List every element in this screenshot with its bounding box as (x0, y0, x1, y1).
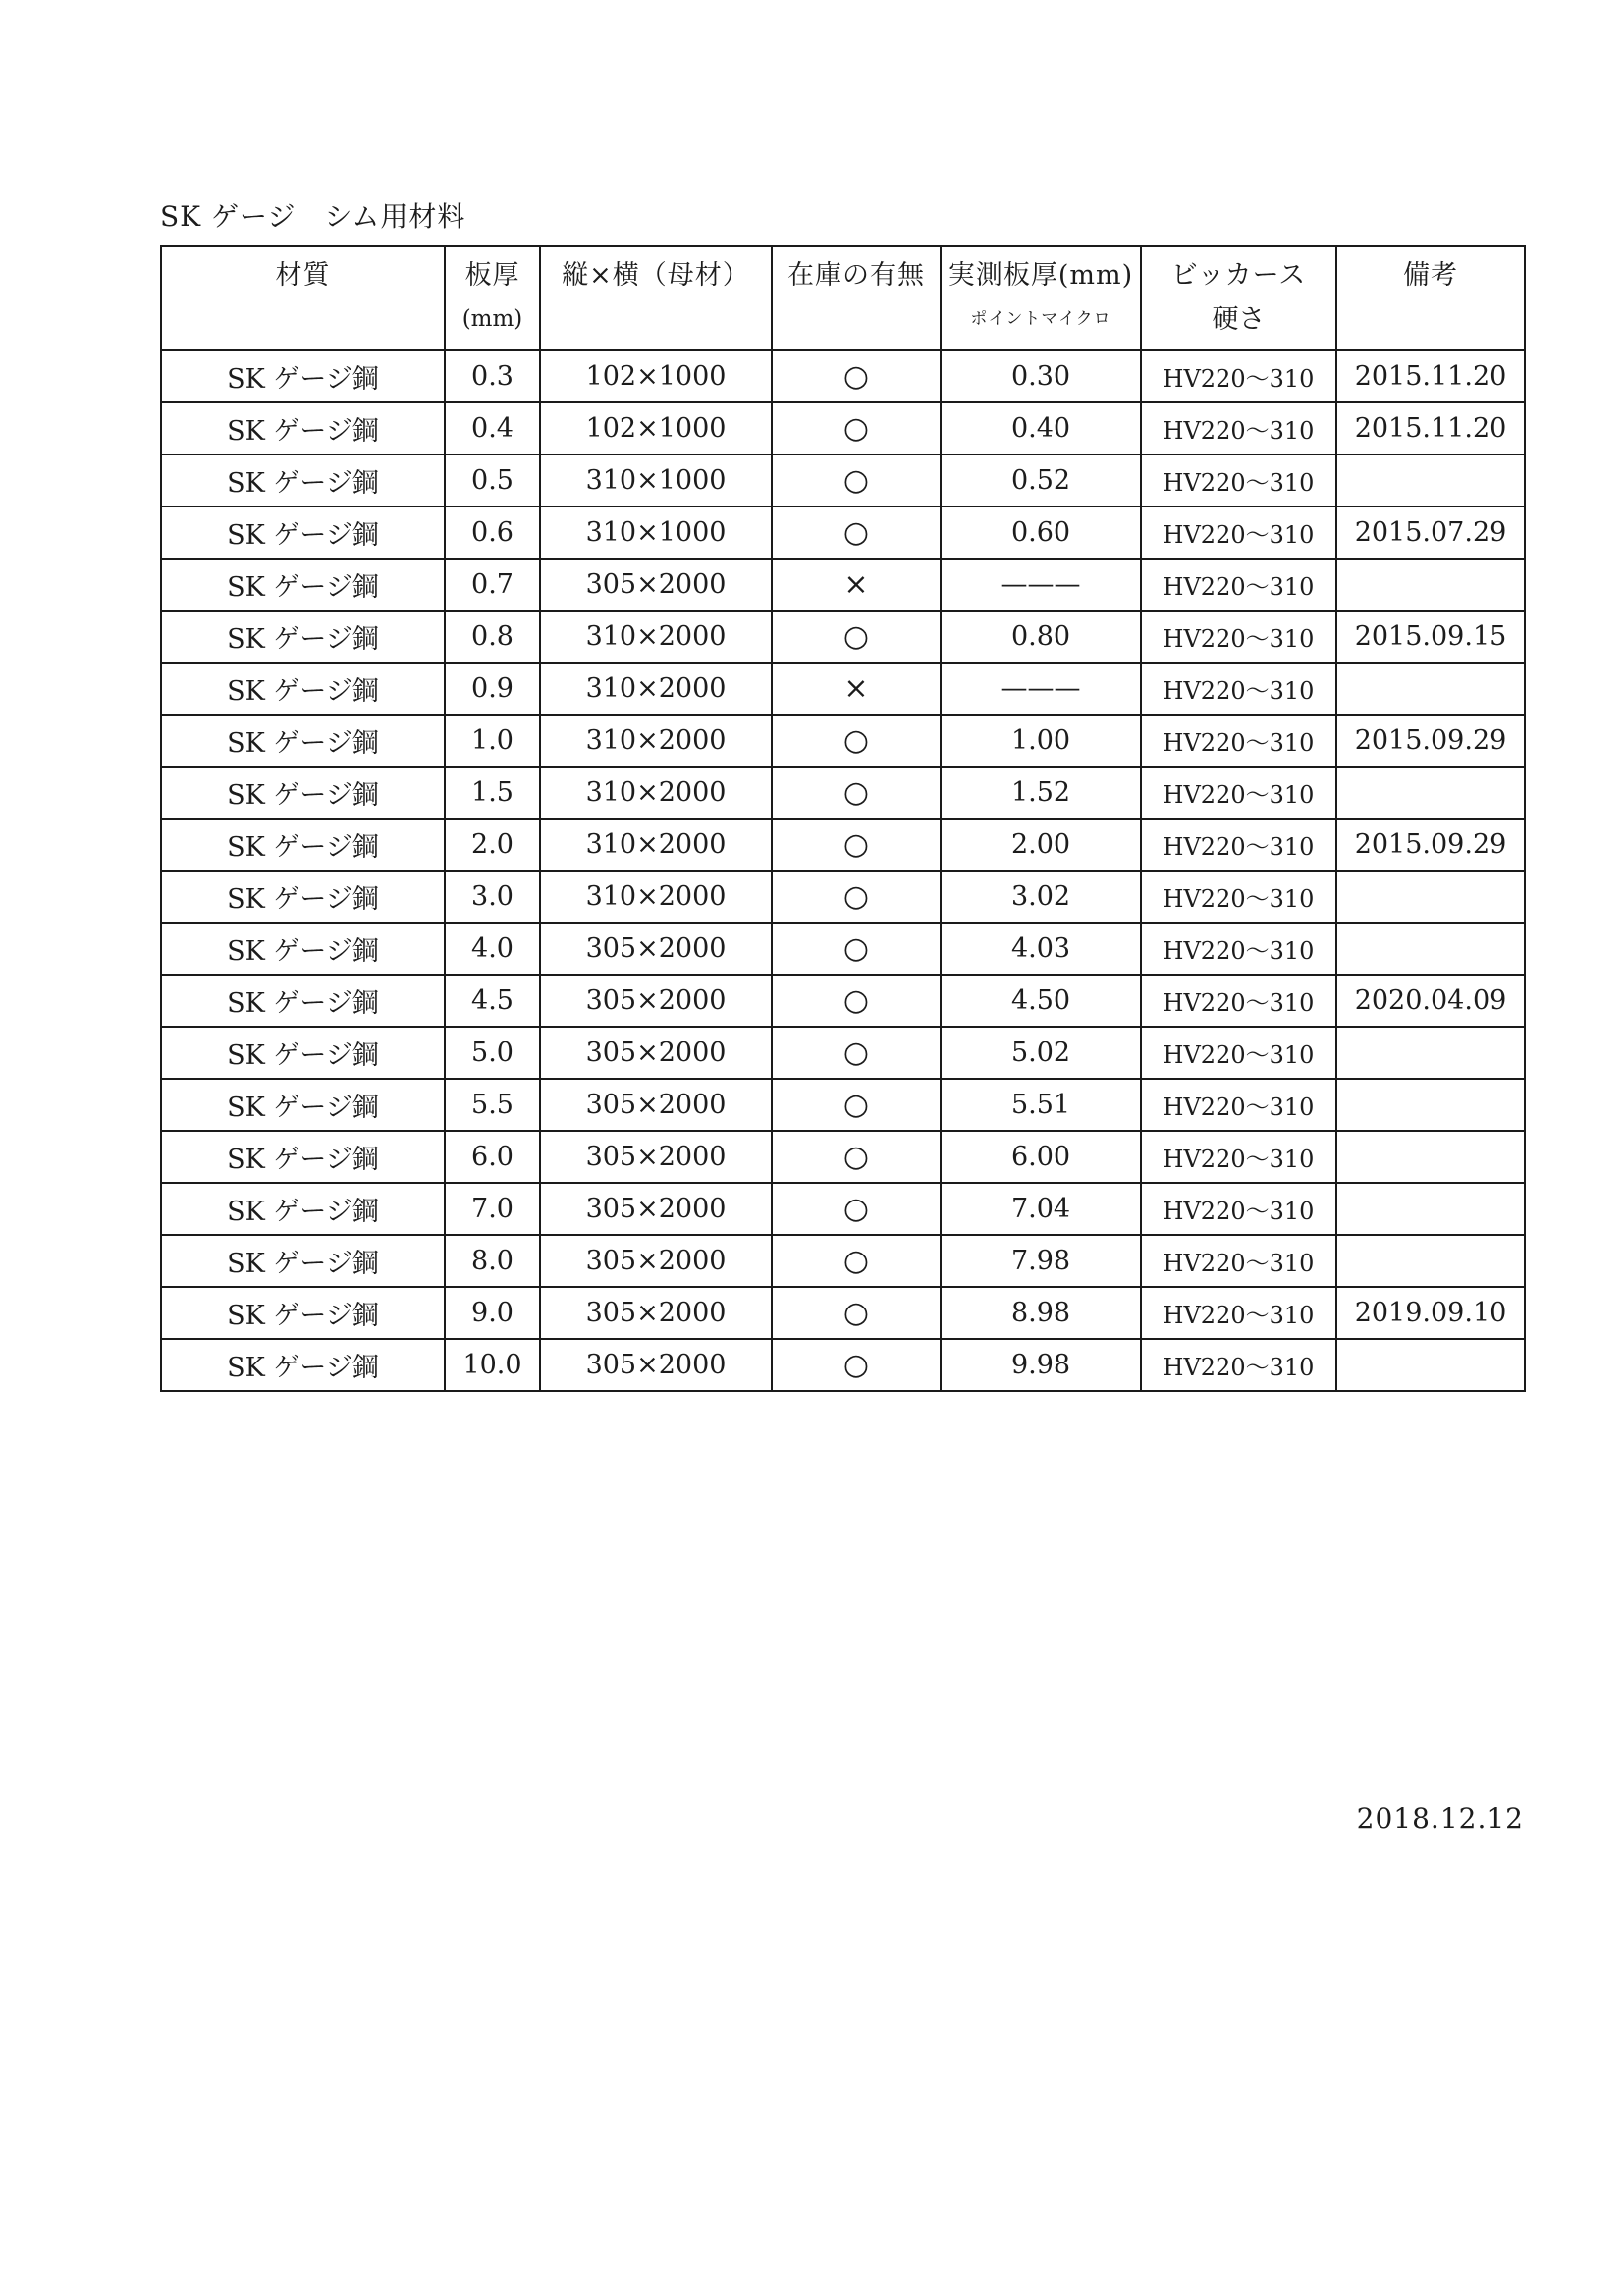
cell-stock-mark: × (772, 559, 941, 611)
header-hardness-sublabel: 硬さ (1212, 304, 1266, 335)
cell-remarks (1336, 1235, 1525, 1287)
cell-measured-thickness: 0.40 (941, 402, 1141, 454)
cell-material: SK ゲージ鋼 (161, 663, 445, 715)
cell-hardness: HV220～310 (1141, 1027, 1336, 1079)
cell-thickness: 1.5 (445, 767, 540, 819)
cell-stock-mark: ○ (772, 715, 941, 767)
cell-measured-thickness: 4.50 (941, 975, 1141, 1027)
cell-remarks (1336, 1027, 1525, 1079)
cell-thickness: 9.0 (445, 1287, 540, 1339)
cell-measured-thickness: 9.98 (941, 1339, 1141, 1391)
cell-material: SK ゲージ鋼 (161, 402, 445, 454)
cell-material: SK ゲージ鋼 (161, 1287, 445, 1339)
cell-thickness: 4.5 (445, 975, 540, 1027)
cell-material: SK ゲージ鋼 (161, 1235, 445, 1287)
cell-dimensions: 305×2000 (540, 1079, 772, 1131)
cell-dimensions: 310×1000 (540, 454, 772, 507)
cell-thickness: 10.0 (445, 1339, 540, 1391)
cell-hardness: HV220～310 (1141, 1079, 1336, 1131)
cell-remarks (1336, 1131, 1525, 1183)
cell-stock-mark: ○ (772, 1235, 941, 1287)
cell-remarks (1336, 663, 1525, 715)
cell-remarks: 2020.04.09 (1336, 975, 1525, 1027)
header-dimensions (540, 246, 772, 350)
cell-dimensions: 310×2000 (540, 663, 772, 715)
cell-thickness: 0.6 (445, 507, 540, 559)
cell-hardness: HV220～310 (1141, 1339, 1336, 1391)
cell-remarks: 2015.09.29 (1336, 715, 1525, 767)
cell-hardness: HV220～310 (1141, 350, 1336, 402)
cell-hardness: HV220～310 (1141, 819, 1336, 871)
cell-material: SK ゲージ鋼 (161, 767, 445, 819)
cell-measured-thickness: 0.30 (941, 350, 1141, 402)
cell-measured-thickness: 1.52 (941, 767, 1141, 819)
cell-dimensions: 102×1000 (540, 350, 772, 402)
cell-stock-mark: ○ (772, 923, 941, 975)
cell-remarks (1336, 923, 1525, 975)
table-row (161, 923, 1525, 975)
cell-material: SK ゲージ鋼 (161, 1131, 445, 1183)
cell-thickness: 0.3 (445, 350, 540, 402)
cell-dimensions: 305×2000 (540, 1183, 772, 1235)
table-row (161, 975, 1525, 1027)
cell-remarks (1336, 1079, 1525, 1131)
cell-remarks: 2015.11.20 (1336, 402, 1525, 454)
cell-stock-mark: ○ (772, 1027, 941, 1079)
cell-material: SK ゲージ鋼 (161, 611, 445, 663)
cell-thickness: 1.0 (445, 715, 540, 767)
cell-measured-thickness: 7.04 (941, 1183, 1141, 1235)
cell-dimensions: 102×1000 (540, 402, 772, 454)
cell-thickness: 0.5 (445, 454, 540, 507)
footer-date: 2018.12.12 (1356, 1802, 1524, 1835)
cell-thickness: 7.0 (445, 1183, 540, 1235)
cell-measured-thickness: 2.00 (941, 819, 1141, 871)
header-measured-sublabel: ポイントマイクロ (970, 309, 1111, 329)
cell-dimensions: 305×2000 (540, 559, 772, 611)
cell-hardness: HV220～310 (1141, 559, 1336, 611)
header-stock-label: 在庫の有無 (787, 260, 925, 291)
materials-table (160, 245, 1526, 1392)
cell-material: SK ゲージ鋼 (161, 1183, 445, 1235)
table-row (161, 767, 1525, 819)
header-stock (772, 246, 941, 350)
cell-remarks: 2015.11.20 (1336, 350, 1525, 402)
cell-hardness: HV220～310 (1141, 975, 1336, 1027)
table-row (161, 350, 1525, 402)
cell-stock-mark: ○ (772, 402, 941, 454)
cell-hardness: HV220～310 (1141, 454, 1336, 507)
cell-hardness: HV220～310 (1141, 1287, 1336, 1339)
cell-remarks: 2015.07.29 (1336, 507, 1525, 559)
cell-thickness: 0.9 (445, 663, 540, 715)
cell-material: SK ゲージ鋼 (161, 975, 445, 1027)
cell-stock-mark: ○ (772, 1079, 941, 1131)
cell-dimensions: 305×2000 (540, 1339, 772, 1391)
cell-material: SK ゲージ鋼 (161, 923, 445, 975)
cell-stock-mark: ○ (772, 819, 941, 871)
table-row (161, 1131, 1525, 1183)
cell-material: SK ゲージ鋼 (161, 559, 445, 611)
cell-stock-mark: ○ (772, 767, 941, 819)
cell-hardness: HV220～310 (1141, 1183, 1336, 1235)
cell-measured-thickness: ——— (941, 559, 1141, 611)
cell-remarks: 2015.09.15 (1336, 611, 1525, 663)
cell-measured-thickness: ——— (941, 663, 1141, 715)
cell-material: SK ゲージ鋼 (161, 1027, 445, 1079)
cell-material: SK ゲージ鋼 (161, 350, 445, 402)
header-material-label: 材質 (275, 260, 331, 291)
cell-measured-thickness: 5.51 (941, 1079, 1141, 1131)
cell-thickness: 5.0 (445, 1027, 540, 1079)
cell-measured-thickness: 0.80 (941, 611, 1141, 663)
cell-material: SK ゲージ鋼 (161, 1079, 445, 1131)
table-row (161, 507, 1525, 559)
cell-hardness: HV220～310 (1141, 507, 1336, 559)
cell-stock-mark: ○ (772, 1339, 941, 1391)
header-hardness-label: ビッカース (1170, 260, 1307, 291)
table-row (161, 819, 1525, 871)
header-row (161, 246, 1525, 350)
cell-measured-thickness: 6.00 (941, 1131, 1141, 1183)
cell-stock-mark: ○ (772, 871, 941, 923)
cell-thickness: 3.0 (445, 871, 540, 923)
cell-measured-thickness: 5.02 (941, 1027, 1141, 1079)
cell-thickness: 6.0 (445, 1131, 540, 1183)
cell-stock-mark: ○ (772, 1287, 941, 1339)
table-row (161, 1235, 1525, 1287)
cell-thickness: 4.0 (445, 923, 540, 975)
cell-remarks: 2015.09.29 (1336, 819, 1525, 871)
table-row (161, 559, 1525, 611)
cell-measured-thickness: 3.02 (941, 871, 1141, 923)
cell-hardness: HV220～310 (1141, 767, 1336, 819)
cell-dimensions: 305×2000 (540, 1287, 772, 1339)
cell-hardness: HV220～310 (1141, 1235, 1336, 1287)
table-row (161, 715, 1525, 767)
header-thickness-unit: (mm) (461, 306, 523, 332)
table-row (161, 1183, 1525, 1235)
cell-thickness: 8.0 (445, 1235, 540, 1287)
cell-hardness: HV220～310 (1141, 715, 1336, 767)
cell-thickness: 0.7 (445, 559, 540, 611)
table-row (161, 402, 1525, 454)
table-row (161, 871, 1525, 923)
cell-hardness: HV220～310 (1141, 611, 1336, 663)
cell-stock-mark: ○ (772, 1183, 941, 1235)
cell-measured-thickness: 8.98 (941, 1287, 1141, 1339)
cell-hardness: HV220～310 (1141, 663, 1336, 715)
cell-stock-mark: ○ (772, 1131, 941, 1183)
cell-material: SK ゲージ鋼 (161, 454, 445, 507)
cell-stock-mark: ○ (772, 611, 941, 663)
cell-remarks (1336, 871, 1525, 923)
cell-stock-mark: × (772, 663, 941, 715)
cell-remarks (1336, 767, 1525, 819)
table-row (161, 1287, 1525, 1339)
cell-dimensions: 305×2000 (540, 923, 772, 975)
header-dimensions-label: 縦×横（母材） (562, 260, 750, 291)
table-row (161, 454, 1525, 507)
cell-material: SK ゲージ鋼 (161, 507, 445, 559)
cell-material: SK ゲージ鋼 (161, 715, 445, 767)
header-hardness (1141, 246, 1336, 350)
cell-stock-mark: ○ (772, 350, 941, 402)
header-remarks (1336, 246, 1525, 350)
header-measured (941, 246, 1141, 350)
table-header (161, 246, 1525, 350)
cell-hardness: HV220～310 (1141, 923, 1336, 975)
cell-dimensions: 310×2000 (540, 715, 772, 767)
cell-dimensions: 310×2000 (540, 611, 772, 663)
table-row (161, 1339, 1525, 1391)
cell-stock-mark: ○ (772, 975, 941, 1027)
cell-stock-mark: ○ (772, 454, 941, 507)
cell-measured-thickness: 4.03 (941, 923, 1141, 975)
cell-material: SK ゲージ鋼 (161, 819, 445, 871)
cell-remarks: 2019.09.10 (1336, 1287, 1525, 1339)
table-row (161, 611, 1525, 663)
cell-material: SK ゲージ鋼 (161, 871, 445, 923)
table-row (161, 1079, 1525, 1131)
cell-dimensions: 310×2000 (540, 767, 772, 819)
header-thickness (445, 246, 540, 350)
cell-thickness: 0.8 (445, 611, 540, 663)
cell-measured-thickness: 0.60 (941, 507, 1141, 559)
cell-thickness: 2.0 (445, 819, 540, 871)
cell-hardness: HV220～310 (1141, 1131, 1336, 1183)
cell-thickness: 5.5 (445, 1079, 540, 1131)
cell-remarks (1336, 559, 1525, 611)
cell-thickness: 0.4 (445, 402, 540, 454)
header-material (161, 246, 445, 350)
table-row (161, 663, 1525, 715)
cell-measured-thickness: 1.00 (941, 715, 1141, 767)
cell-hardness: HV220～310 (1141, 871, 1336, 923)
header-thickness-label: 板厚 (464, 260, 520, 291)
cell-dimensions: 310×2000 (540, 871, 772, 923)
table-row (161, 1027, 1525, 1079)
cell-remarks (1336, 454, 1525, 507)
cell-material: SK ゲージ鋼 (161, 1339, 445, 1391)
cell-dimensions: 310×1000 (540, 507, 772, 559)
cell-remarks (1336, 1339, 1525, 1391)
header-remarks-label: 備考 (1403, 260, 1458, 291)
cell-stock-mark: ○ (772, 507, 941, 559)
cell-dimensions: 305×2000 (540, 1027, 772, 1079)
cell-hardness: HV220～310 (1141, 402, 1336, 454)
cell-dimensions: 310×2000 (540, 819, 772, 871)
cell-dimensions: 305×2000 (540, 975, 772, 1027)
cell-dimensions: 305×2000 (540, 1131, 772, 1183)
table-body (161, 350, 1525, 1391)
header-measured-label: 実測板厚(mm) (947, 260, 1134, 291)
cell-dimensions: 305×2000 (540, 1235, 772, 1287)
cell-measured-thickness: 7.98 (941, 1235, 1141, 1287)
page-title: SK ゲージ シム用材料 (160, 200, 466, 233)
cell-measured-thickness: 0.52 (941, 454, 1141, 507)
cell-remarks (1336, 1183, 1525, 1235)
